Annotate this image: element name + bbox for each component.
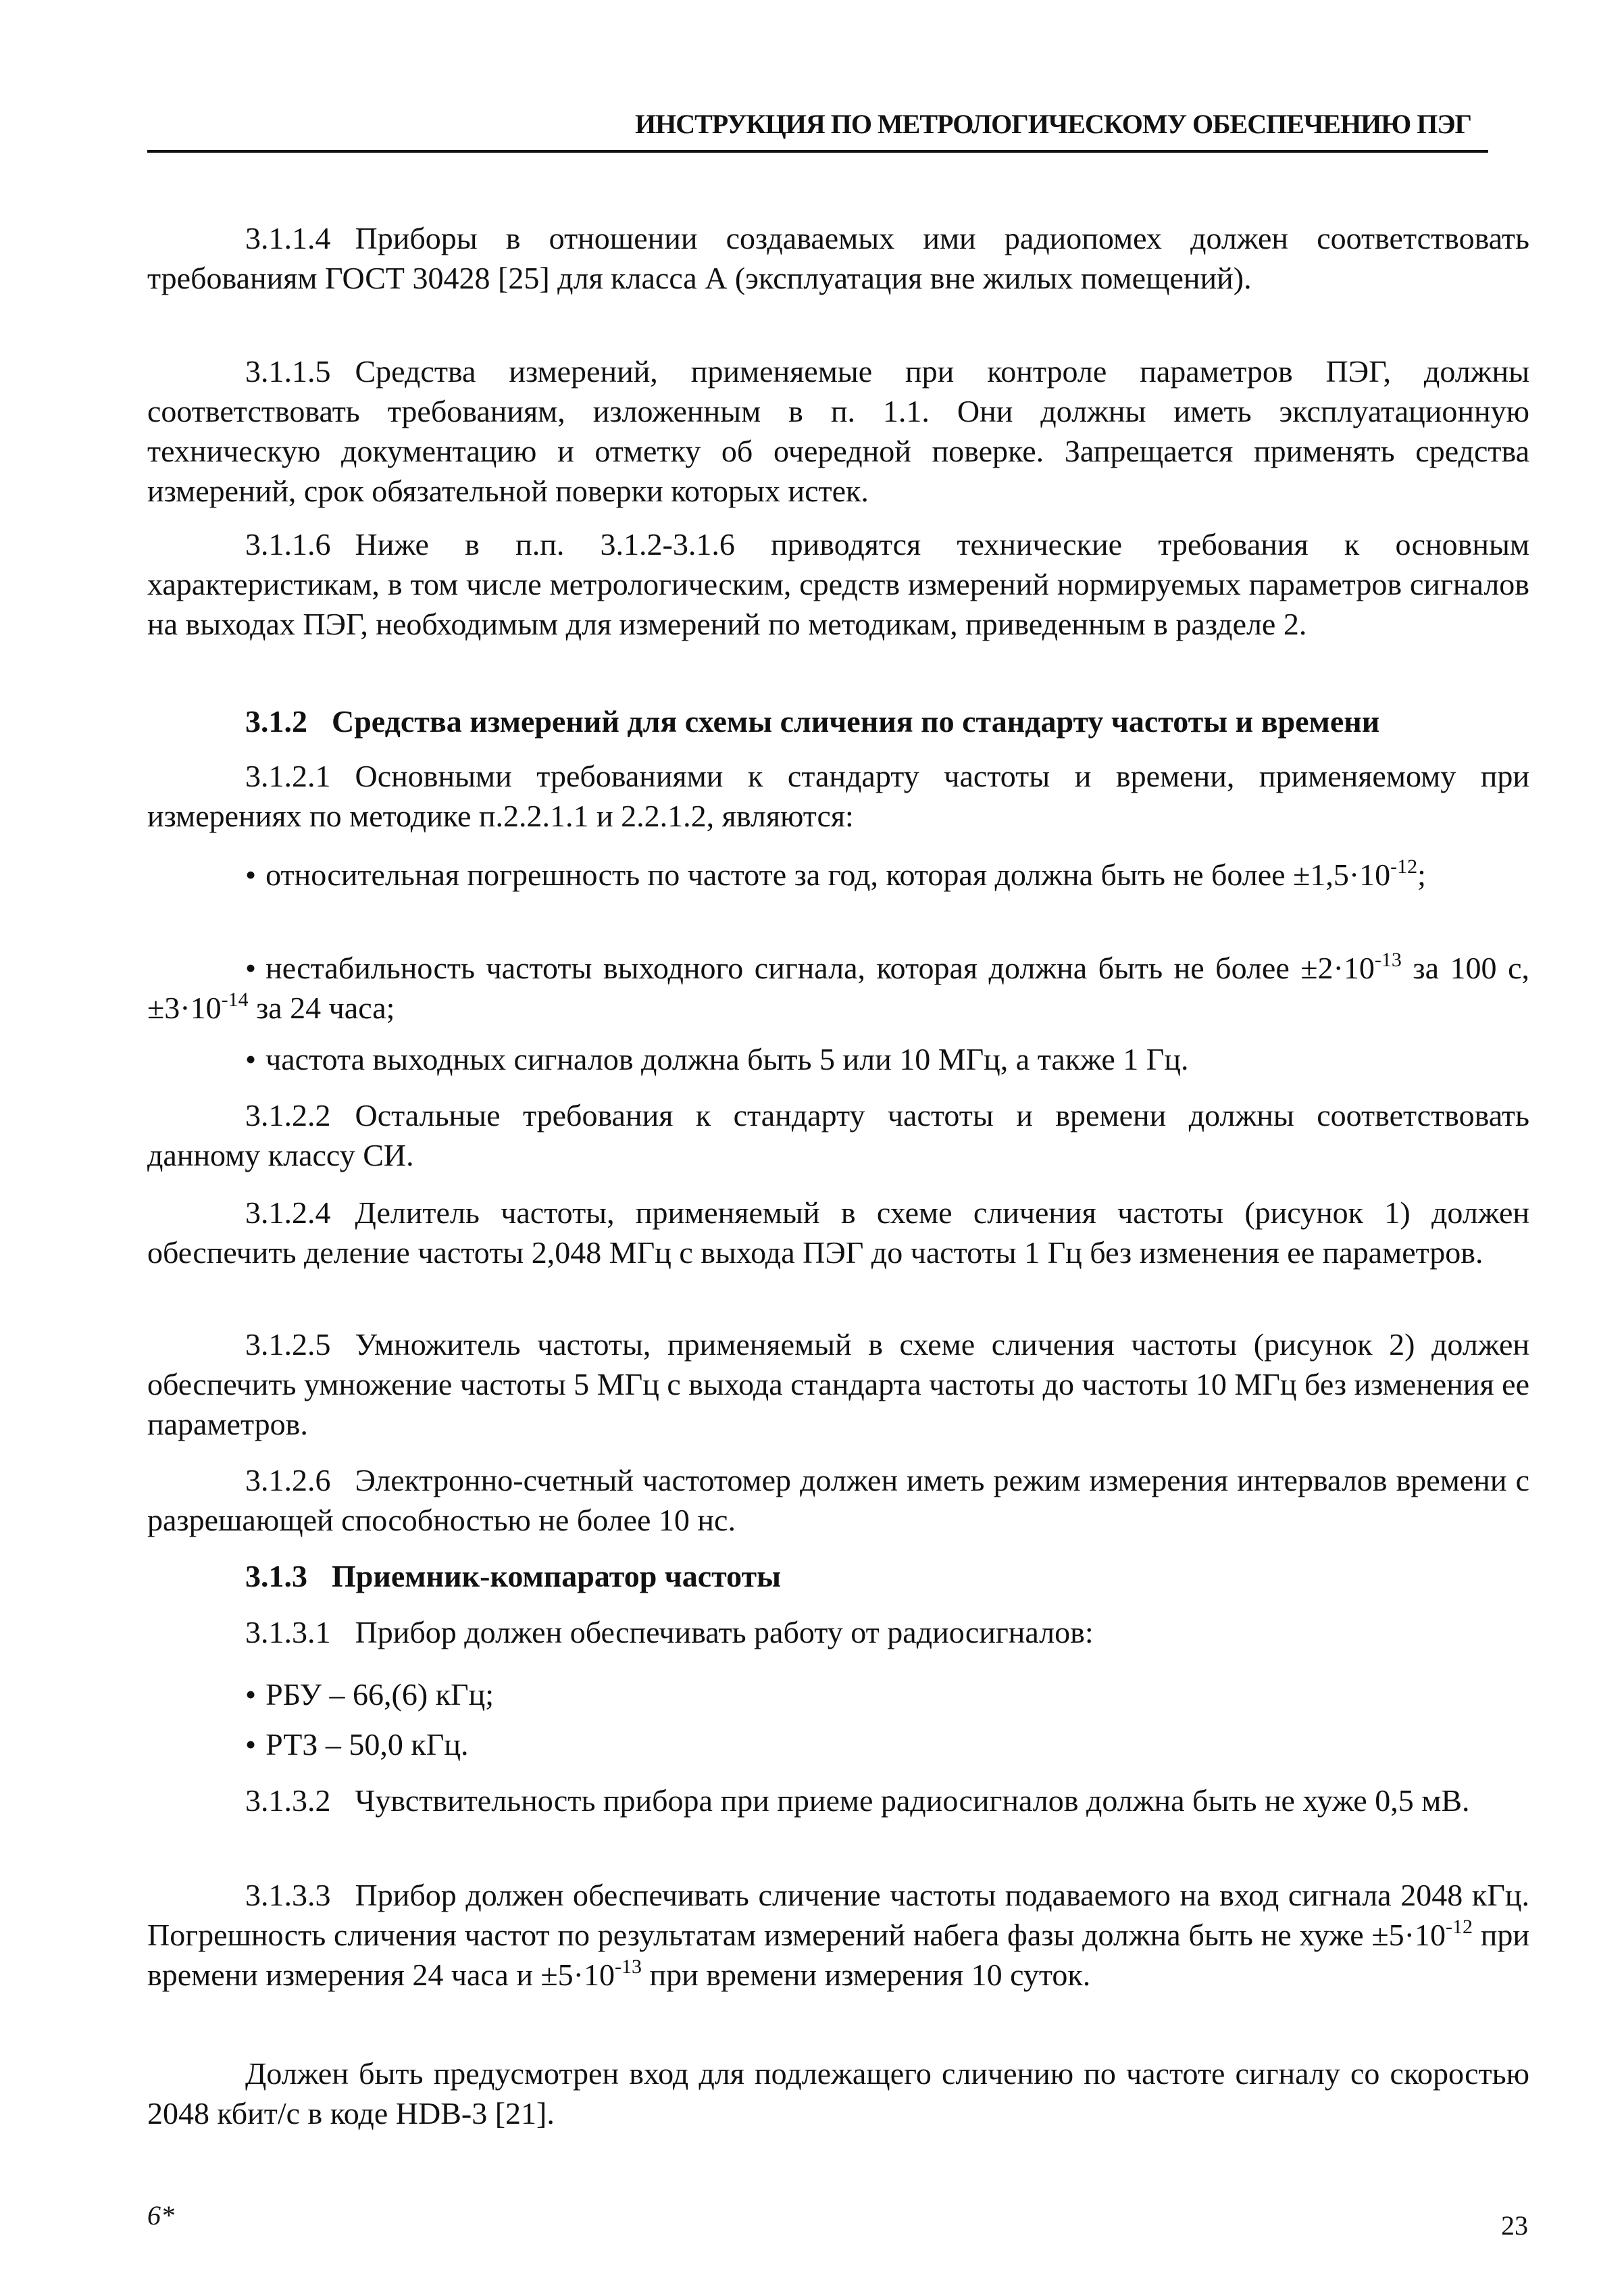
text-run: Ниже в п.п. 3.1.2-3.1.6 приводятся технические требования к основным характеристикам, в том числе метрологическим, средств измерений нормируемых параметров сигналов на выходах ПЭГ, необходимым для измерений по методикам, приведенным в разделе 2. [147, 527, 1529, 641]
text-run: ; [1417, 857, 1426, 892]
footer-signature-mark: 6* [147, 2200, 174, 2231]
header-rule [147, 150, 1488, 153]
text-run: Средства измерений, применяемые при контроле параметров ПЭГ, должны соответствовать требованиям, изложенным в п. 1.1. Они должны иметь эксплуатационную техническую документацию и отметку об очередной поверке. Запрещается применять средства измерений, срок обязательной поверки которых истек. [147, 354, 1529, 508]
text-run: РТЗ – 50,0 кГц. [265, 1727, 469, 1762]
bullet-icon: • [245, 1677, 257, 1712]
paragraph [147, 351, 1529, 511]
section-heading [147, 701, 1529, 741]
section-heading [147, 1556, 1529, 1596]
clause-number: 3.1.2 [245, 704, 307, 739]
text-run: относительная погрешность по частоте за год, которая должна быть не более ±1,5·10 [265, 857, 1391, 892]
text-run: Средства измерений для схемы сличения по стандарту частоты и времени [332, 704, 1380, 739]
clause-number: 3.1.1.5 [245, 354, 331, 389]
page-number: 23 [1501, 2210, 1528, 2241]
exponent: -12 [1390, 855, 1418, 878]
text-run: Умножитель частоты, применяемый в схеме сличения частоты (рисунок 2) должен обеспечить умножение частоты 5 МГц с выхода стандарта частоты до частоты 10 МГц без изменения ее параметров. [147, 1327, 1529, 1441]
paragraph [147, 1095, 1529, 1175]
text-run: Делитель частоты, применяемый в схеме сличения частоты (рисунок 1) должен обеспечить деление частоты 2,048 МГц с выхода ПЭГ до частоты 1 Гц без изменения ее параметров. [147, 1195, 1529, 1270]
exponent: -13 [1374, 949, 1402, 971]
text-run: Должен быть предусмотрен вход для подлежащего сличению по частоте сигналу со скоростью 2048 кбит/с в коде HDB-3 [21]. [147, 2056, 1529, 2131]
clause-number: 3.1.2.5 [245, 1327, 331, 1362]
exponent: -12 [1445, 1916, 1473, 1938]
text-run: при времени измерения 10 суток. [642, 1958, 1091, 1992]
clause-number: 3.1.1.4 [245, 221, 331, 255]
paragraph [147, 1612, 1529, 1652]
bullet-item [147, 1039, 1529, 1079]
paragraph [147, 756, 1529, 836]
paragraph [147, 2053, 1529, 2133]
clause-number: 3.1.2.6 [245, 1463, 331, 1497]
paragraph [147, 1781, 1529, 1820]
text-run: РБУ – 66,(6) кГц; [265, 1677, 494, 1712]
clause-number: 3.1.2.1 [245, 759, 331, 793]
paragraph [147, 218, 1529, 298]
text-run: Приборы в отношении создаваемых ими радиопомех должен соответствовать требованиям ГОСТ 30428 [25] для класса А (эксплуатация вне жилых помещений). [147, 221, 1529, 295]
paragraph [147, 1460, 1529, 1540]
clause-number: 3.1.3.3 [245, 1878, 331, 1912]
clause-number: 3.1.3.2 [245, 1783, 331, 1818]
text-run: Приемник-компаратор частоты [332, 1559, 782, 1593]
bullet-icon: • [245, 857, 257, 892]
text-run: Остальные требования к стандарту частоты и времени должны соответствовать данному классу СИ. [147, 1098, 1529, 1172]
paragraph [147, 1875, 1529, 1995]
text-run: за 100 с, ±3·10 [147, 951, 1530, 1025]
bullet-item [147, 1724, 1529, 1764]
paragraph [147, 1324, 1529, 1444]
exponent: -14 [221, 989, 249, 1011]
text-run: Электронно-счетный частотомер должен иметь режим измерения интервалов времени с разрешающей способностью не более 10 нс. [147, 1463, 1529, 1537]
text-run: нестабильность частоты выходного сигнала, которая должна быть не более ±2·10 [265, 951, 1375, 985]
clause-number: 3.1.3 [245, 1559, 307, 1593]
clause-number: 3.1.2.2 [245, 1098, 331, 1132]
bullet-icon: • [245, 1042, 257, 1076]
text-run: за 24 часа; [248, 991, 395, 1025]
bullet-icon: • [245, 951, 257, 985]
text-run: Прибор должен обеспечивать сличение частоты подаваемого на вход сигнала 2048 кГц. Погрешность сличения частот по результатам измерений набега фазы должна быть не хуже ±5·10 [147, 1878, 1529, 1952]
bullet-item [147, 1674, 1529, 1714]
text-run: Основными требованиями к стандарту частоты и времени, применяемому при измерениях по методике п.2.2.1.1 и 2.2.1.2, являются: [147, 759, 1529, 833]
paragraph [147, 1193, 1529, 1272]
text-run: при времени измерения 24 часа и ±5·10 [147, 1918, 1529, 1992]
text-run: Прибор должен обеспечивать работу от радиосигналов: [355, 1615, 1094, 1649]
text-run: Чувствительность прибора при приеме радиосигналов должна быть не хуже 0,5 мВ. [355, 1783, 1470, 1818]
bullet-item [147, 948, 1529, 1028]
clause-number: 3.1.3.1 [245, 1615, 331, 1649]
text-run: частота выходных сигналов должна быть 5 или 10 МГц, а также 1 Гц. [265, 1042, 1189, 1076]
paragraph [147, 524, 1529, 644]
clause-number: 3.1.1.6 [245, 527, 331, 562]
bullet-item [147, 855, 1529, 895]
bullet-icon: • [245, 1727, 257, 1762]
exponent: -13 [615, 1956, 642, 1978]
page-header-title: ИНСТРУКЦИЯ ПО МЕТРОЛОГИЧЕСКОМУ ОБЕСПЕЧЕНИЮ ПЭГ [635, 109, 1471, 139]
clause-number: 3.1.2.4 [245, 1195, 331, 1230]
